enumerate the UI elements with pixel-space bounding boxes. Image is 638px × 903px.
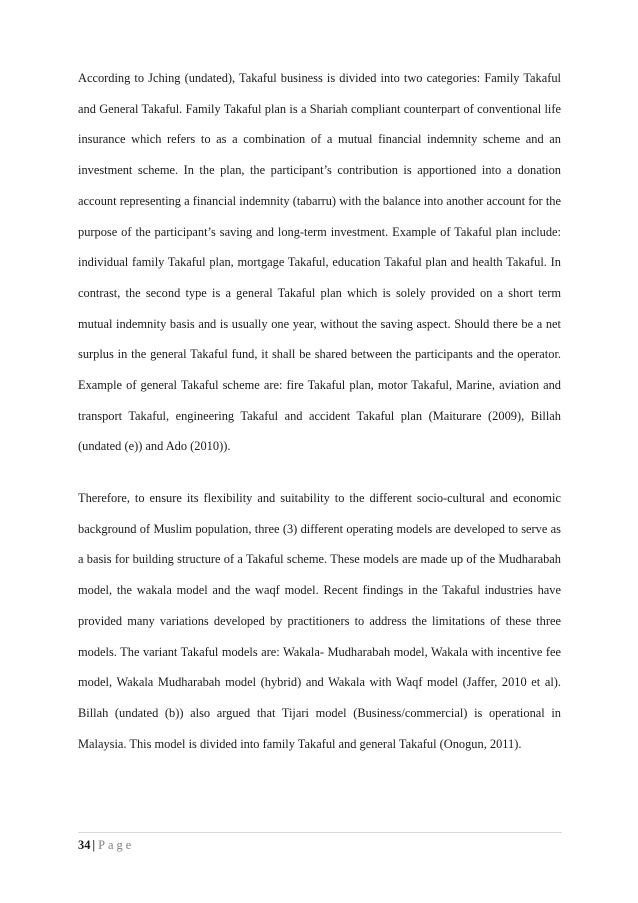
page-number: 34 (78, 838, 91, 852)
paragraph-takaful-categories: According to Jching (undated), Takaful business is divided into two categories: Family Takaful and General Takaful. Family Takaful plan is a Shariah compliant counterpart of conventional life insurance which refers to as a combination of a mutual financial indemnity scheme and an investment scheme. In the plan, the participant’s contribution is apportioned into a donation account representing a financial indemnity (tabarru) with the balance into another account for the purpose of the participant’s saving and long-term investment. Example of Takaful plan include: individual family Takaful plan, mortgage Takaful, education Takaful plan and health Takaful. In contrast, the second type is a general Takaful plan which is solely provided on a short term mutual indemnity basis and is usually one year, without the saving aspect. Should there be a net surplus in the general Takaful fund, it shall be shared between the participants and the operator. Example of general Takaful scheme are: fire Takaful plan, motor Takaful, Marine, aviation and transport Takaful, engineering Takaful and accident Takaful plan (Maiturare (2009), Billah (undated (e)) and Ado (2010)). (78, 71, 561, 454)
paragraph-operating-models: Therefore, to ensure its flexibility and suitability to the different socio-cultural and economic background of Muslim population, three (3) different operating models are developed to serve as a basis for building structure of a Takaful scheme. These models are made up of the Mudharabah model, the wakala model and the waqf model. Recent findings in the Takaful industries have provided many variations developed by practitioners to address the limitations of these three models. The variant Takaful models are: Wakala- Mudharabah model, Wakala with incentive fee model, Wakala Mudharabah model (hybrid) and Wakala with Waqf model (Jaffer, 2010 et al). Billah (undated (b)) also argued that Tijari model (Business/commercial) is operational in Malaysia. This model is divided into family Takaful and general Takaful (Onogun, 2011). (78, 491, 561, 751)
footer-separator: | (92, 838, 96, 852)
footer-divider (78, 832, 562, 833)
page-label: Page (98, 838, 135, 852)
page-footer (78, 837, 134, 853)
